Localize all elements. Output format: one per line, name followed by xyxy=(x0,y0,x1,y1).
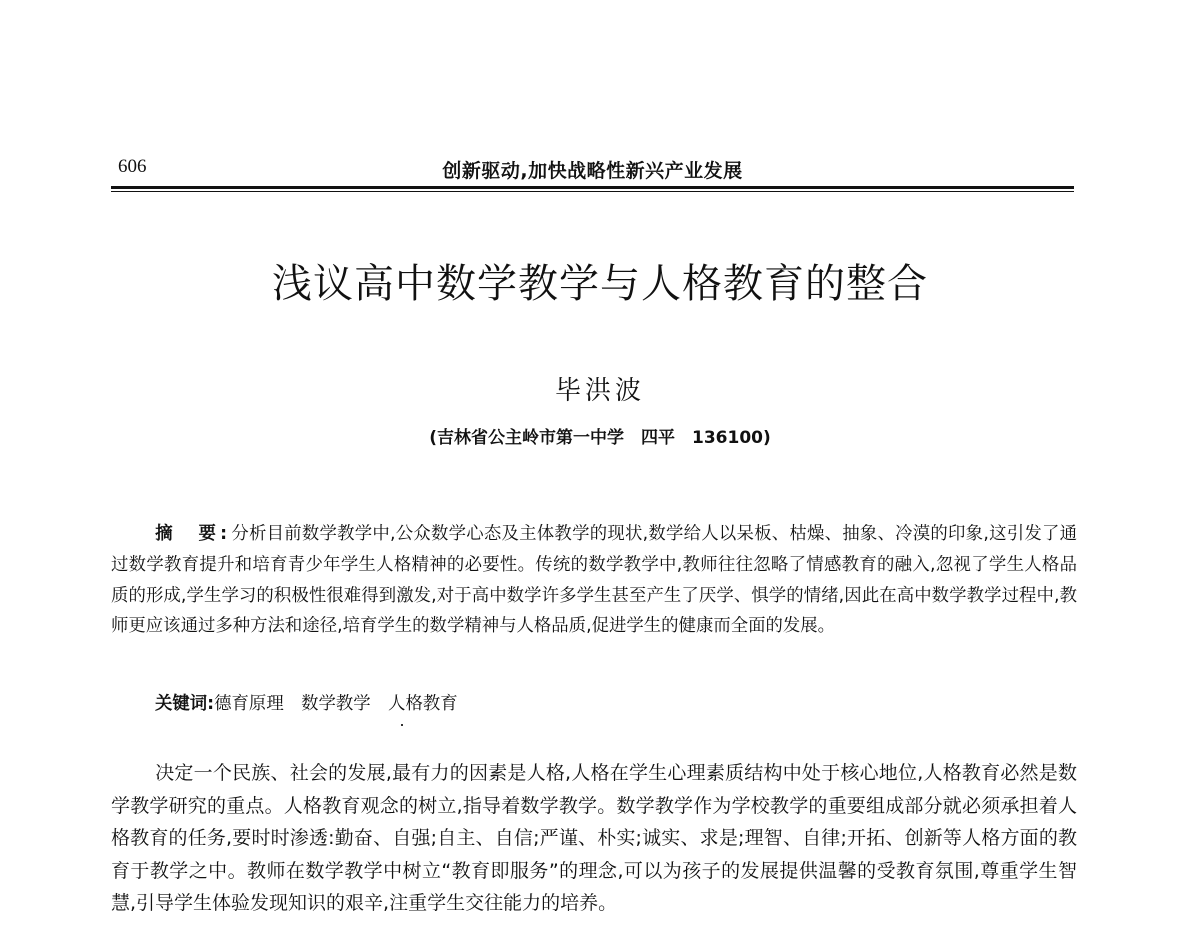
page-number: 606 xyxy=(118,156,147,177)
keywords-label: 关键词: xyxy=(155,694,215,714)
header-rule-thick xyxy=(111,186,1074,189)
body-paragraph xyxy=(111,757,1077,920)
abstract-label: 摘 要: xyxy=(155,524,232,544)
abstract-text: 分析目前数学教学中,公众数学心态及主体教学的现状,数学给人以呆板、枯燥、抽象、冷漠的印象,这引发了通过数学教育提升和培育青少年学生人格精神的必要性。传统的数学教学中,教师往往忽略了情感教育的融入,忽视了学生人格品质的形成,学生学习的积极性很难得到激发,对于高中数学许多学生甚至产生了厌学、惧学的情绪,因此在高中数学教学过程中,教师更应该通过多种方法和途径,培育学生的数学精神与人格品质,促进学生的健康而全面的发展。 xyxy=(111,524,1077,637)
author-affiliation: (吉林省公主岭市第一中学 四平 136100) xyxy=(429,428,771,448)
page-header xyxy=(111,154,1074,194)
abstract xyxy=(111,519,1077,642)
keywords-text: 德育原理 数学教学 人格教育 xyxy=(214,694,458,714)
scan-speck xyxy=(401,724,403,726)
author-name: 毕洪波 xyxy=(554,376,645,406)
article-title: 浅议高中数学教学与人格教育的整合 xyxy=(272,261,928,307)
running-title: 创新驱动,加快战略性新兴产业发展 xyxy=(442,160,743,182)
header-rule-thin xyxy=(111,191,1074,192)
body-paragraph-text: 决定一个民族、社会的发展,最有力的因素是人格,人格在学生心理素质结构中处于核心地位,人格教育必然是数学教学研究的重点。人格教育观念的树立,指导着数学教学。数学教学作为学校教学的重要组成部分就必须承担着人格教育的任务,要时时渗透:勤奋、自强;自主、自信;严谨、朴实;诚实、求是;理智、自律;开拓、创新等人格方面的教育于教学之中。教师在数学教学中树立“教育即服务”的理念,可以为孩子的发展提供温馨的受教育氛围,尊重学生智慧,引导学生体验发现知识的艰辛,注重学生交往能力的培养。 xyxy=(111,762,1077,915)
keywords xyxy=(155,689,1055,714)
